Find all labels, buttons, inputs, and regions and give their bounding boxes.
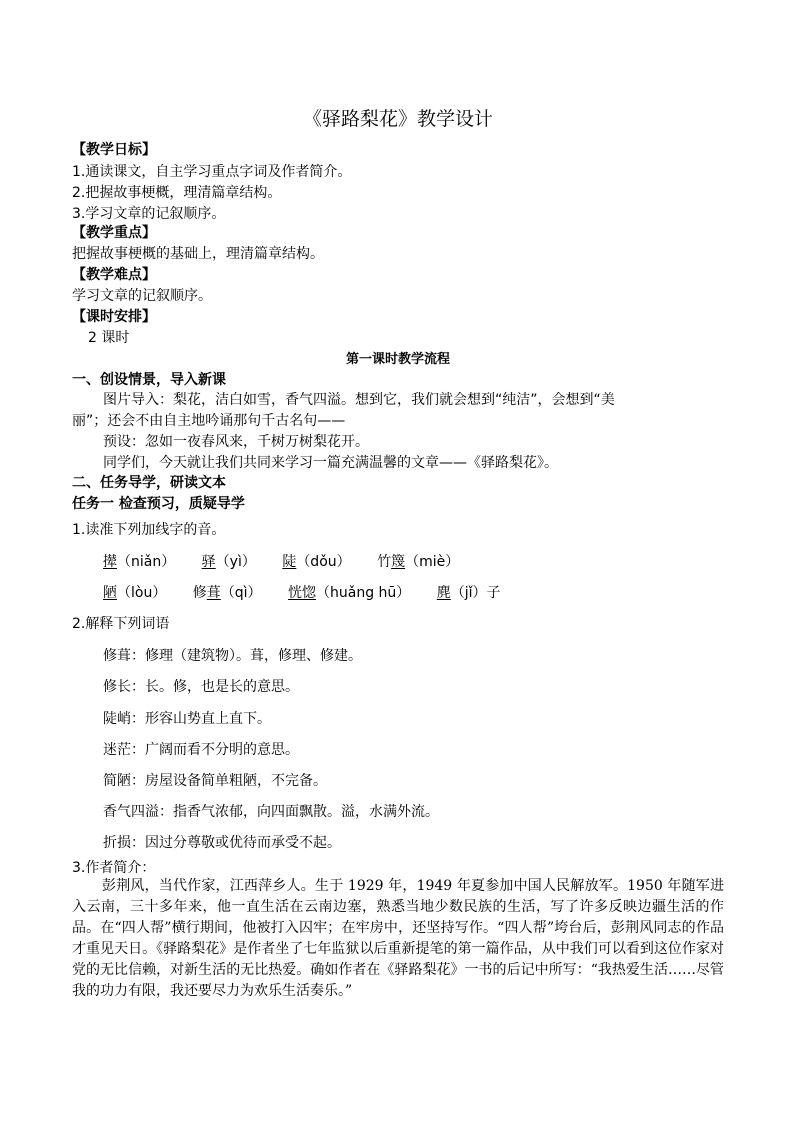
task1-heading: 任务一 检查预习，质疑导学 xyxy=(72,496,245,512)
intro-closing: 同学们，今天就让我们共同来学习一篇充满温馨的文章——《驿路梨花》。 xyxy=(103,455,558,471)
pron-prefix: 修 xyxy=(192,585,207,601)
definition-item: 香气四溢：指香气浓郁，向四面飘散。溢，水满外流。 xyxy=(103,804,439,820)
objectives-heading: 【教学日标】 xyxy=(72,142,156,158)
pron-item xyxy=(193,585,262,601)
pron-char: 陡 xyxy=(282,554,297,570)
pron-char: 葺 xyxy=(206,585,221,601)
author-bio-text: 彭荆风，当代作家，江西萍乡人。生于 1929 年，1949 年夏参加中国人民解放军。1950 年随军进入云南，三十多年来，他一直生活在云南边塞，熟悉当地少数民族的生活，写了许多反映边疆生活的作品。在“四人帮”横行期间，他被打入囚牢；在牢房中，还坚持写作。“四人帮”垮台后，彭荆风同志的作品才重见天日。《驿路梨花》是作者坐了七年监狱以后重新提笔的第一篇作品，从中我们可以看到这位作家对党的无比信赖，对新生活的无比热爱。确如作者在《驿路梨花》一书的后记中所写：“我热爱生活……尽管我的功力有限，我还要尽力为欢乐生活奏乐。” xyxy=(72,878,724,999)
pron-item xyxy=(288,585,410,601)
pron-item xyxy=(103,554,175,570)
definition-item: 修长：长。修，也是长的意思。 xyxy=(103,679,299,695)
schedule-heading: 【课时安排】 xyxy=(72,309,156,325)
intro-paragraph-line1: 图片导入：梨花，洁白如雪，香气四溢。想到它，我们就会想到“纯洁”，会想到“美 xyxy=(103,392,615,408)
pron-pinyin: （jǐ）子 xyxy=(450,585,501,601)
definition-item: 迷茫：广阔而看不分明的意思。 xyxy=(103,742,299,758)
lesson-heading: 第一课时教学流程 xyxy=(345,352,450,367)
pron-pinyin: （niǎn） xyxy=(117,554,176,570)
pron-char: 驿 xyxy=(201,554,216,570)
question-pronunciation: 1.读准下列加线字的音。 xyxy=(72,522,226,538)
pron-item xyxy=(437,585,501,601)
key-points-heading: 【教学重点】 xyxy=(72,225,156,241)
pronunciation-row-1 xyxy=(103,551,481,571)
section1-heading: 一、创设情景，导入新课 xyxy=(72,372,226,388)
pron-pinyin: （miè） xyxy=(405,554,460,570)
pron-char: 篾 xyxy=(391,554,406,570)
pron-prefix: 竹 xyxy=(377,554,392,570)
question-vocabulary: 2.解释下列词语 xyxy=(72,616,170,632)
objective-item: 1.通读课文，自主学习重点字词及作者简介。 xyxy=(72,164,352,180)
author-bio-paragraph xyxy=(72,876,724,1002)
intro-paragraph-line2: 丽”；还会不由自主地吟诵那句千古名句—— xyxy=(72,413,346,429)
pron-pinyin: （lòu） xyxy=(117,585,167,601)
document-title: 《驿路梨花》教学设计 xyxy=(302,108,493,130)
definition-item: 陡峭：形容山势直上直下。 xyxy=(103,711,271,727)
objective-item: 3.学习文章的记叙顺序。 xyxy=(72,206,226,222)
schedule-text: 2 课时 xyxy=(88,330,130,346)
question-author: 3.作者简介： xyxy=(72,860,156,876)
pron-char: 麂 xyxy=(436,585,451,601)
section2-heading: 二、任务导学，研读文本 xyxy=(72,475,226,491)
pron-item xyxy=(377,554,459,570)
objective-item: 2.把握故事梗概，理清篇章结构。 xyxy=(72,185,282,201)
pron-char: 撵 xyxy=(103,554,117,570)
pron-pinyin: （dǒu） xyxy=(296,554,351,570)
pron-item xyxy=(282,554,350,570)
pron-item xyxy=(103,585,166,601)
definition-item: 折损：因过分尊敬或优待而承受不起。 xyxy=(103,835,341,851)
pron-char: 陋 xyxy=(103,585,117,601)
pron-pinyin: （yì） xyxy=(215,554,256,570)
pron-pinyin: （huǎng hū） xyxy=(316,585,411,601)
pron-item xyxy=(202,554,256,570)
pronunciation-row-2 xyxy=(103,582,523,602)
difficulties-text: 学习文章的记叙顺序。 xyxy=(72,288,212,304)
key-points-text: 把握故事梗概的基础上，理清篇章结构。 xyxy=(72,246,324,262)
pron-pinyin: （qì） xyxy=(220,585,262,601)
definition-item: 简陋：房屋设备简单粗陋，不完备。 xyxy=(103,773,327,789)
definition-item: 修葺：修理（建筑物）。葺，修理、修建。 xyxy=(103,648,362,664)
preset-answer: 预设：忽如一夜春风来，千树万树梨花开。 xyxy=(103,434,369,450)
difficulties-heading: 【教学难点】 xyxy=(72,267,156,283)
pron-char: 恍惚 xyxy=(288,585,317,601)
